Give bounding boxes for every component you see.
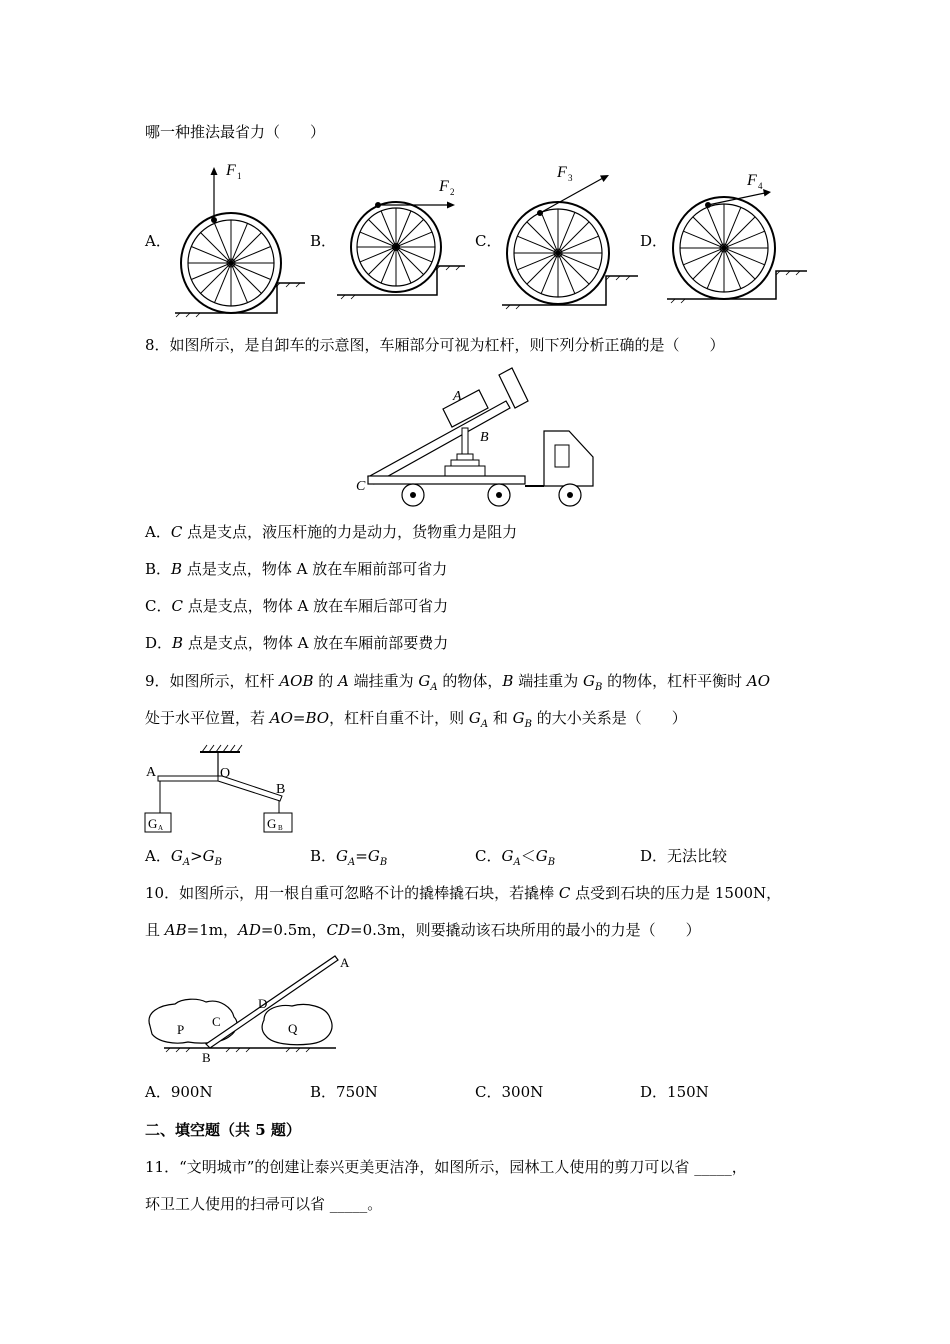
- q9-option-d: D．无法比较: [640, 847, 728, 865]
- step-b: [337, 266, 465, 295]
- f3-label: F: [557, 164, 567, 181]
- q7-option-c-label: C．: [475, 232, 502, 250]
- q8-stem: 8．如图所示，是自卸车的示意图，车厢部分可视为杠杆，则下列分析正确的是（ ）: [145, 336, 725, 354]
- truck-bed: [368, 401, 510, 484]
- q9-stem-line2: 处于水平位置，若 AO=BO，杠杆自重不计，则 $G_A$ 和 $G_B$ 的大小关系是（ ）: [145, 709, 687, 730]
- q7-figure-c: [500, 155, 640, 305]
- q8-option-c: C．C 点是支点，物体 A 放在车厢后部可省力: [145, 597, 449, 615]
- f1-label: F: [226, 162, 236, 179]
- q11-line2: 环卫工人使用的扫帚可以省 _____。: [145, 1195, 383, 1213]
- cab-window: [555, 445, 569, 467]
- q7-figure-a: [170, 155, 310, 305]
- q11-line1: 11．“文明城市”的创建让泰兴更美更洁净，如图所示，园林工人使用的剪刀可以省 _____，: [145, 1158, 747, 1176]
- svg-text:B: B: [278, 824, 283, 832]
- q9-lever-figure: [140, 740, 315, 840]
- label-c: C: [356, 479, 366, 494]
- q10-stem-line1: 10．如图所示，用一根自重可忽略不计的撬棒撬石块，若撬棒 C 点受到石块的压力是 1500N，: [145, 884, 782, 902]
- wheel-d: [673, 197, 775, 299]
- label-b: B: [276, 782, 286, 797]
- q9-option-a: A．$G_A>G_B$: [145, 847, 222, 868]
- lever-ao: [158, 776, 218, 781]
- q10-option-a: A．900N: [145, 1083, 213, 1101]
- q9-stem-line1: 9．如图所示，杠杆 AOB 的 A 端挂重为 $G_A$ 的物体，B 端挂重为 $G_B$ 的物体，杠杆平衡时 AO: [145, 672, 771, 693]
- q9-option-c: C．$G_A<G_B$: [475, 847, 556, 868]
- svg-text:2: 2: [450, 187, 455, 197]
- wheel-a: [181, 213, 281, 313]
- q7-option-b-label: B．: [310, 232, 337, 250]
- label-a: A: [453, 389, 462, 404]
- chassis: [368, 476, 525, 484]
- label-a: A: [340, 955, 350, 970]
- q10-crowbar-figure: [140, 950, 360, 1065]
- force-arrow-f3: [540, 178, 603, 213]
- f4-label: F: [747, 172, 757, 189]
- q7-option-a-label: A．: [145, 232, 171, 250]
- label-b: B: [202, 1050, 211, 1065]
- svg-text:A: A: [158, 824, 164, 832]
- hydraulic-base: [445, 466, 485, 476]
- svg-text:4: 4: [758, 181, 763, 191]
- q10-option-b: B．750N: [310, 1083, 378, 1101]
- q9-option-b: B．$G_A=G_B$: [310, 847, 388, 868]
- label-o: O: [220, 766, 231, 781]
- label-q: Q: [288, 1021, 298, 1036]
- svg-text:3: 3: [568, 173, 573, 183]
- q7-figure-b: [335, 155, 475, 305]
- q10-option-d: D．150N: [640, 1083, 709, 1101]
- label-d: D: [258, 996, 268, 1011]
- section-title: 二、填空题（共 5 题）: [145, 1121, 301, 1139]
- q8-option-a: A．C 点是支点，液压杆施的力是动力，货物重力是阻力: [145, 523, 518, 541]
- q7-stem: 哪一种推法最省力（ ）: [145, 123, 326, 141]
- wheel-b: [351, 202, 441, 292]
- q7-figure-d: [665, 155, 815, 305]
- svg-text:G: G: [148, 816, 158, 831]
- label-p: P: [177, 1022, 185, 1037]
- svg-text:1: 1: [237, 171, 242, 181]
- f2-label: F: [439, 178, 449, 195]
- q10-option-c: C．300N: [475, 1083, 544, 1101]
- label-c: C: [212, 1014, 221, 1029]
- q8-option-b: B．B 点是支点，物体 A 放在车厢前部可省力: [145, 560, 448, 578]
- label-a: A: [146, 765, 157, 780]
- wheel-c: [507, 202, 609, 304]
- q10-stem-line2: 且 AB=1m，AD=0.5m，CD=0.3m，则要撬动该石块所用的最小的力是（ ）: [145, 921, 701, 939]
- svg-text:G: G: [267, 816, 277, 831]
- q8-dump-truck-figure: [356, 364, 596, 509]
- force-arrow-f4: [708, 193, 765, 205]
- truck-wheels: [402, 484, 581, 506]
- hydraulic-rod: [462, 428, 468, 454]
- q8-option-d: D．B 点是支点，物体 A 放在车厢前部要费力: [145, 634, 449, 652]
- label-b: B: [480, 430, 489, 445]
- q7-option-d-label: D．: [640, 232, 668, 250]
